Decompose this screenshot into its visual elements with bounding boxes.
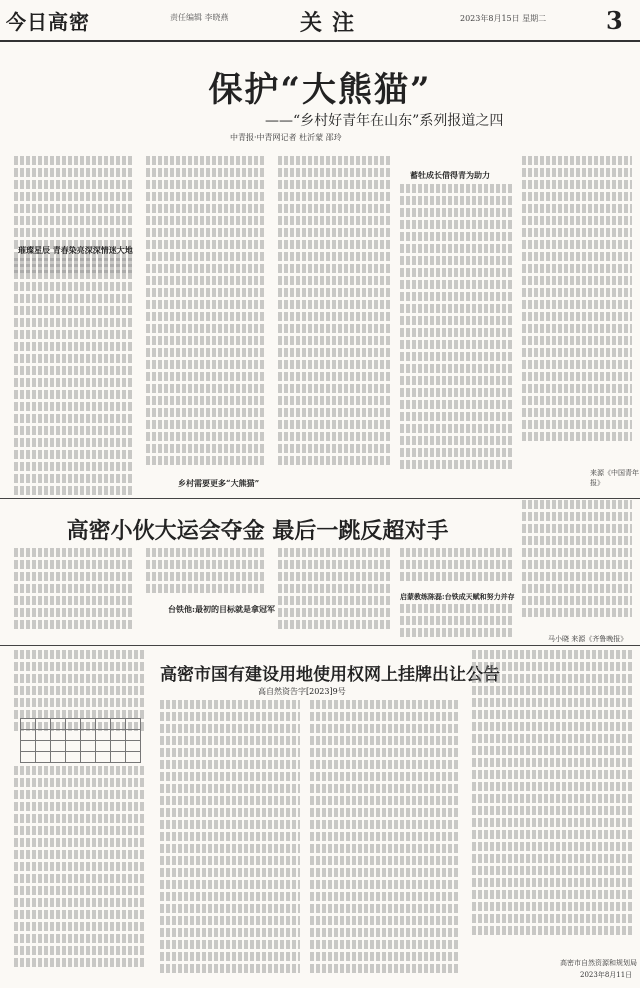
article1-subhead-b: 乡村需要更多“大熊猫” (178, 478, 260, 488)
article2-subhead-a: 台铁他:最初的目标就是拿冠军 (168, 604, 275, 614)
section-divider (0, 498, 640, 499)
article1-headline: 保护“大熊猫” (208, 70, 432, 110)
article2-column-4 (400, 548, 512, 588)
page-number: 3 (606, 6, 623, 35)
article2-column-3 (278, 548, 390, 638)
notice-subtitle: 高自然资告字[2023]9号 (258, 687, 346, 696)
article2-headline: 高密小伙大运会夺金 最后一跳反超对手 (66, 518, 449, 544)
article2-subhead-b: 启蒙教练陈磊:台铁成天赋和努力并存 (400, 592, 515, 601)
notice-headline: 高密市国有建设用地使用权网上挂牌出让公告 (160, 665, 500, 685)
notice-sign-date: 2023年8月11日 (580, 971, 633, 979)
editor-credit: 责任编辑 李晓燕 (170, 13, 229, 22)
parcel-table (20, 718, 141, 763)
article1-byline: 中青报·中青网记者 杜沂蒙 邵玲 (230, 133, 342, 142)
notice-column-3 (310, 700, 460, 982)
article2-column-1 (14, 548, 132, 638)
article2-source: 马小晓 来源《齐鲁晚报》 (548, 635, 628, 643)
section-title: 关注 (300, 10, 365, 36)
article1-subtitle: ——“乡村好青年在山东”系列报道之四 (265, 113, 504, 129)
article1-column-2 (146, 156, 264, 486)
article2-column-2 (146, 548, 264, 638)
notice-column-4 (472, 650, 632, 950)
article2-column-4b (400, 604, 512, 640)
issue-date: 2023年8月15日 星期二 (460, 14, 547, 23)
masthead (0, 0, 640, 42)
article1-column-5 (522, 156, 632, 456)
article1-source: 来源《中国青年报》 (590, 469, 639, 487)
article1-subhead-a: 璀璨星辰 青春染亮深深情迷大地 (18, 245, 133, 255)
notice-column-2 (160, 700, 300, 982)
newspaper-logo: 今日高密 (6, 10, 90, 34)
article1-column-1b (14, 258, 132, 496)
article1-column-3 (278, 156, 390, 486)
article1-subhead-c: 蓄牡成长借得青为助力 (410, 170, 490, 180)
notice-column-1b (14, 766, 146, 980)
article2-column-5 (522, 500, 632, 630)
article1-column-4 (400, 184, 512, 486)
notice-signer: 高密市自然资源和规划局 (560, 959, 637, 967)
section-divider-2 (0, 645, 640, 646)
